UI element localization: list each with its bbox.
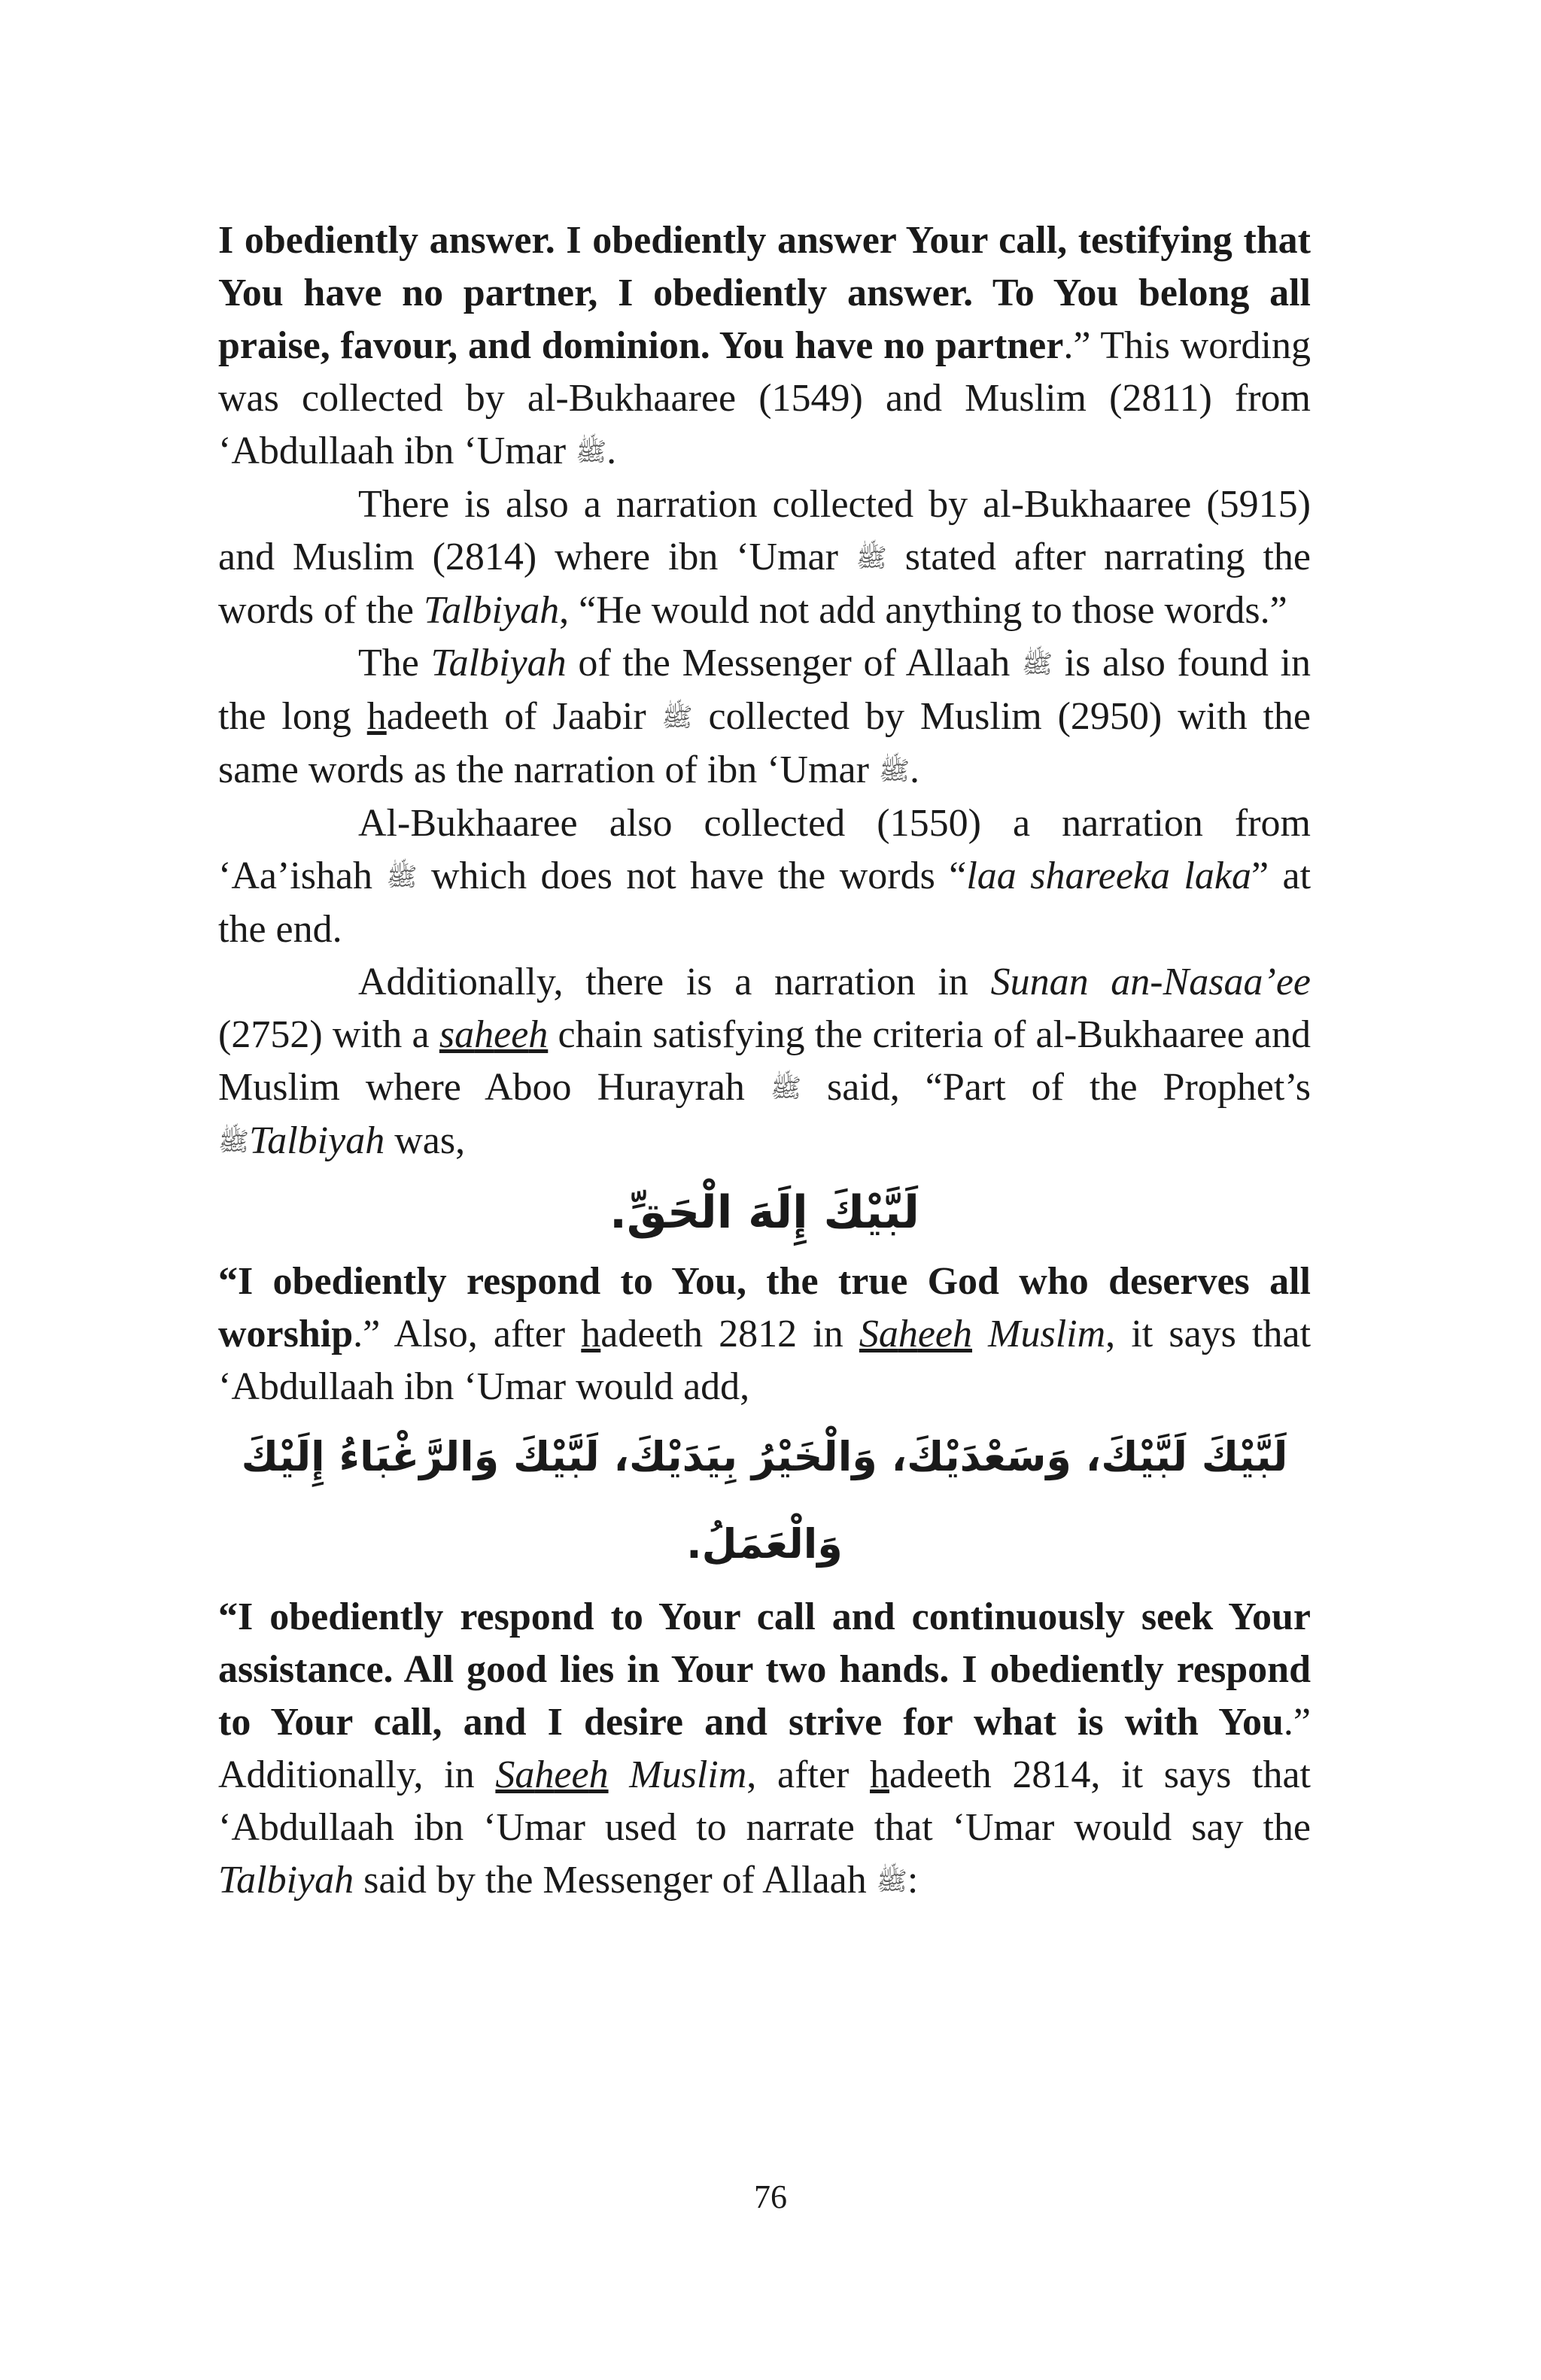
text: was, bbox=[384, 1119, 466, 1162]
text: The bbox=[358, 642, 431, 685]
honorific-icon: ﷺ bbox=[661, 703, 693, 733]
translation-bold: “I obediently respond to You, the true God who deserves all worship bbox=[218, 1260, 1311, 1355]
text: ” at the end. bbox=[218, 855, 1312, 951]
underlined-term: h bbox=[474, 1013, 494, 1056]
text: : bbox=[907, 1859, 919, 1902]
italic-term: Talbiyah bbox=[423, 589, 560, 632]
page-body bbox=[218, 214, 1311, 1908]
honorific-icon: ﷺ bbox=[1021, 649, 1053, 679]
italic-book-title: Muslim bbox=[608, 1753, 747, 1796]
underlined-term: Sa bbox=[495, 1753, 535, 1796]
honorific-icon: ﷺ bbox=[856, 543, 887, 573]
translation-bold: “I obediently respond to Your call and continuously seek Your assistance. All good lies in Your two hands. I obediently respond to Your call, and I desire and strive for what is with You bbox=[218, 1595, 1311, 1744]
paragraph-4 bbox=[218, 797, 1311, 956]
honorific-icon: ﷺ bbox=[878, 756, 910, 786]
honorific-icon: ﷺ bbox=[770, 1073, 802, 1103]
underlined-term: h bbox=[898, 1313, 918, 1355]
paragraph-2 bbox=[218, 478, 1311, 637]
underlined-letter: h bbox=[870, 1753, 889, 1796]
honorific-icon: ﷺ bbox=[876, 1866, 907, 1896]
underlined-term: ee bbox=[494, 1013, 529, 1056]
text: of the Messenger of Allaah bbox=[566, 642, 1022, 685]
page-number: 76 bbox=[754, 2178, 787, 2215]
text: .” Additionally, in bbox=[218, 1701, 1311, 1796]
text: adeeth 2814, it says that ‘Abdullaah ibn ‘Umar used to narrate that ‘Umar would say the bbox=[218, 1753, 1312, 1849]
underlined-term: h bbox=[953, 1313, 973, 1355]
italic-book-title: Muslim bbox=[972, 1313, 1106, 1355]
underlined-term: ee bbox=[554, 1753, 589, 1796]
underlined-term: sa bbox=[439, 1013, 475, 1056]
text: . bbox=[910, 748, 920, 791]
text: (2752) with a bbox=[218, 1013, 439, 1056]
underlined-term: h bbox=[588, 1753, 609, 1796]
text: said, “Part of the Prophet’s bbox=[801, 1066, 1311, 1109]
underlined-letter: h bbox=[366, 695, 387, 738]
honorific-icon: ﷺ bbox=[386, 862, 418, 892]
paragraph-3 bbox=[218, 637, 1311, 797]
text: collected by Muslim (2950) with the same words as the narration of ibn ‘Umar bbox=[218, 695, 1311, 791]
honorific-icon: ﷺ bbox=[576, 437, 607, 467]
text: Al-Bukhaaree also collected (1550) a narration from ‘Aa’ishah bbox=[218, 802, 1311, 897]
text: said by the Messenger of Allaah bbox=[354, 1859, 877, 1902]
underlined-term: ee bbox=[917, 1313, 953, 1355]
paragraph-7 bbox=[218, 1591, 1311, 1908]
text: Additionally, there is a narration in bbox=[358, 961, 991, 1003]
text: is also found in the long bbox=[218, 642, 1311, 738]
italic-term: Talbiyah bbox=[430, 642, 567, 685]
text: , “He would not add anything to those words.” bbox=[559, 589, 1287, 632]
underlined-term: h bbox=[528, 1013, 549, 1056]
text: There is also a narration collected by al-Bukhaaree (5915) and Muslim (2814) where ibn ‘Umar bbox=[218, 483, 1311, 578]
paragraph-1 bbox=[218, 214, 1311, 478]
italic-book-title: Sunan an-Nasaa’ee bbox=[990, 961, 1311, 1003]
text: stated after narrating the words of the bbox=[218, 536, 1312, 632]
text: adeeth of Jaabir bbox=[386, 695, 662, 738]
underlined-term: h bbox=[534, 1753, 555, 1796]
text: .” This wording was collected by al-Bukhaaree (1549) and Muslim (2811) from ‘Abdullaah ibn ‘Umar bbox=[218, 324, 1311, 472]
text: .” Also, after bbox=[353, 1313, 582, 1355]
underlined-letter: h bbox=[581, 1313, 601, 1355]
text: which does not have the words “ bbox=[417, 855, 967, 897]
italic-term: laa shareeka laka bbox=[966, 855, 1251, 897]
italic-term: Talbiyah bbox=[218, 1859, 354, 1902]
italic-term: Talbiyah bbox=[249, 1119, 385, 1162]
text: , it says that ‘Abdullaah ibn ‘Umar would add, bbox=[218, 1313, 1312, 1408]
paragraph-5 bbox=[218, 956, 1311, 1168]
text: . bbox=[606, 430, 617, 472]
arabic-talbiyah-2: لَبَّيْكَ لَبَّيْكَ، وَسَعْدَيْكَ، وَالْخَيْرُ بِيَدَيْكَ، لَبَّيْكَ وَالرَّغْبَاءُ إِلَيْكَ وَالْعَمَلُ. bbox=[241, 1433, 1288, 1568]
underlined-term: Sa bbox=[859, 1313, 898, 1355]
honorific-icon: ﷺ bbox=[218, 1127, 250, 1157]
talbiyah-translation-bold: I obediently answer. I obediently answer Your call, testifying that You have no partner, I obediently answer. To You belong all praise, favour, and dominion. You have no partner bbox=[218, 219, 1311, 367]
paragraph-6 bbox=[218, 1255, 1311, 1413]
arabic-talbiyah-1: لَبَّيْكَ إِلَهَ الْحَقِّ. bbox=[609, 1186, 919, 1239]
text: adeeth 2812 in bbox=[600, 1313, 859, 1355]
text: chain satisfying the criteria of al-Bukhaaree and Muslim where Aboo Hurayrah bbox=[218, 1013, 1311, 1109]
text: , after bbox=[746, 1753, 870, 1796]
